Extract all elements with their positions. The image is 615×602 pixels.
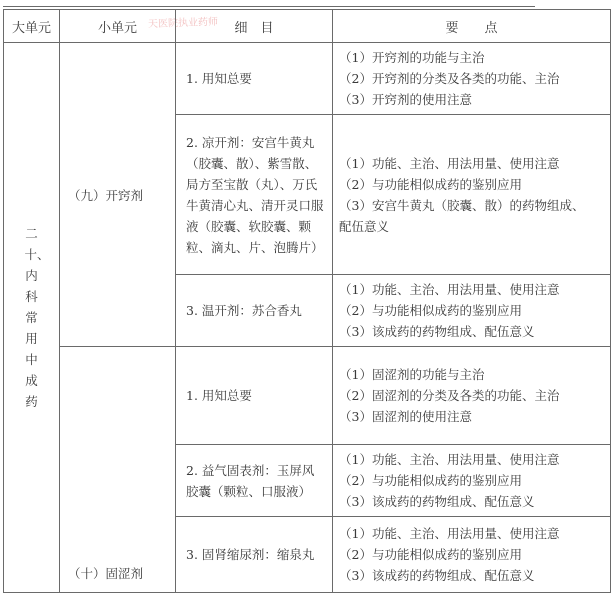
syllabus-table bbox=[3, 9, 611, 593]
table-row bbox=[4, 347, 611, 445]
table-row bbox=[4, 43, 611, 115]
point-item: （2）与功能相似成药的鉴别应用 bbox=[339, 303, 522, 318]
detail-cell bbox=[176, 115, 333, 275]
detail-text: 1. 用知总要 bbox=[186, 71, 252, 86]
detail-text: 2. 益气固表剂：玉屏风胶囊（颗粒、口服液） bbox=[186, 462, 315, 499]
point-item: （3）该成药的药物组成、配伍意义 bbox=[339, 568, 535, 583]
point-item: （1）固涩剂的功能与主治 bbox=[339, 367, 485, 382]
point-item: （3）该成药的药物组成、配伍意义 bbox=[339, 324, 535, 339]
detail-cell bbox=[176, 445, 333, 517]
detail-text: 3. 温开剂：苏合香丸 bbox=[186, 303, 302, 318]
small-unit-cell bbox=[60, 43, 176, 347]
header-small-unit: 小单元 bbox=[60, 10, 176, 43]
header-points: 要 点 bbox=[333, 10, 611, 43]
points-cell bbox=[333, 115, 611, 275]
detail-cell bbox=[176, 347, 333, 445]
point-item: （2）与功能相似成药的鉴别应用 bbox=[339, 547, 522, 562]
points-cell bbox=[333, 275, 611, 347]
header-big-unit: 大单元 bbox=[4, 10, 60, 43]
point-item: （3）固涩剂的使用注意 bbox=[339, 409, 472, 424]
point-item: （2）开窍剂的分类及各类的功能、主治 bbox=[339, 71, 560, 86]
detail-text: 2. 凉开剂：安宫牛黄丸（胶囊、散）、紫雪散、局方至宝散（丸）、万氏牛黄清心丸、清开灵口服液（胶囊、软胶囊、颗粒、滴丸、片、泡腾片） bbox=[186, 134, 324, 255]
detail-cell bbox=[176, 275, 333, 347]
point-item: （1）功能、主治、用法用量、使用注意 bbox=[339, 452, 560, 467]
point-item: （1）功能、主治、用法用量、使用注意 bbox=[339, 526, 560, 541]
points-cell bbox=[333, 445, 611, 517]
point-item: （2）与功能相似成药的鉴别应用 bbox=[339, 176, 522, 192]
point-item: （3）开窍剂的使用注意 bbox=[339, 92, 472, 107]
detail-text: 3. 固肾缩尿剂：缩泉丸 bbox=[186, 547, 315, 562]
detail-text: 1. 用知总要 bbox=[186, 388, 252, 403]
table-header-row bbox=[4, 10, 611, 43]
page-top-rule bbox=[3, 6, 535, 7]
points-cell bbox=[333, 347, 611, 445]
point-item: （1）开窍剂的功能与主治 bbox=[339, 50, 485, 65]
point-item: （3）该成药的药物组成、配伍意义 bbox=[339, 494, 535, 509]
point-item: 配伍意义 bbox=[339, 218, 390, 234]
point-item: （2）与功能相似成药的鉴别应用 bbox=[339, 473, 522, 488]
point-item: （1）功能、主治、用法用量、使用注意 bbox=[339, 155, 560, 171]
big-unit-cell bbox=[4, 43, 60, 593]
points-cell bbox=[333, 517, 611, 593]
small-unit-cell bbox=[60, 347, 176, 593]
point-item: （1）功能、主治、用法用量、使用注意 bbox=[339, 282, 560, 297]
watermark: 天医院执业药师 bbox=[147, 16, 219, 31]
big-unit-label: 二十、内科常用中成药 bbox=[24, 226, 50, 409]
small-unit-label: （九）开窍剂 bbox=[68, 187, 144, 203]
points-cell bbox=[333, 43, 611, 115]
detail-cell bbox=[176, 43, 333, 115]
point-item: （3）安宫牛黄丸（胶囊、散）的药物组成、 bbox=[339, 197, 585, 213]
small-unit-label: （十）固涩剂 bbox=[68, 566, 144, 581]
header-detail: 细 目 bbox=[176, 10, 333, 43]
point-item: （2）固涩剂的分类及各类的功能、主治 bbox=[339, 388, 560, 403]
detail-cell bbox=[176, 517, 333, 593]
